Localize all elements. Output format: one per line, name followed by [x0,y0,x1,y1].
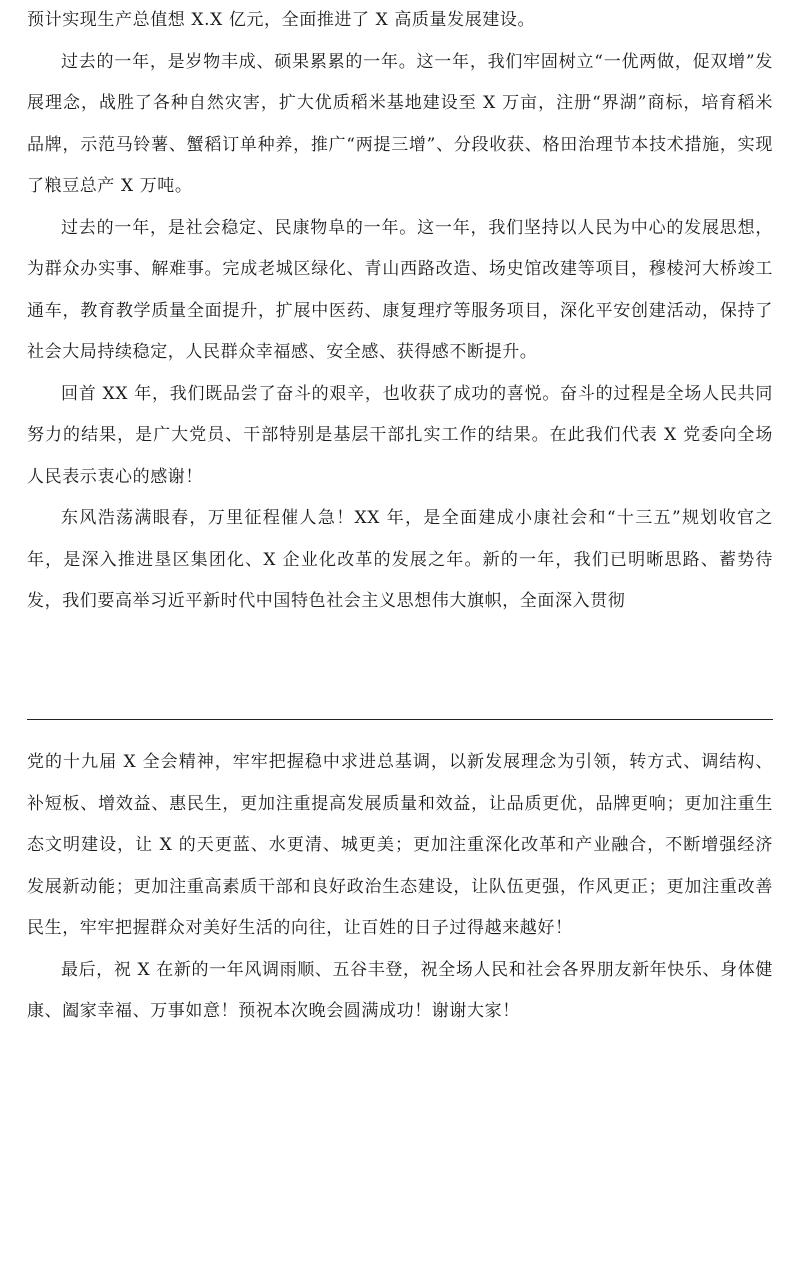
page-separator-line [27,719,773,720]
paragraph-harvest: 过去的一年，是岁物丰成、硕果累累的一年。这一年，我们牢固树立“一优两做，促双增”发展理念，战胜了各种自然灾害，扩大优质稻米基地建设至 X 万亩，注册“界湖”商标，培育稻米品牌，示范马铃薯、蟹稻订单种养，推广“两提三增”、分段收获、格田治理节本技术措施，实现了粮豆总产 X 万吨。 [27,51,773,196]
paragraph-new-year-outlook: 东风浩荡满眼春，万里征程催人急！XX 年，是全面建成小康社会和“十三五”规划收官之年，是深入推进垦区集团化、X 企业化改革的发展之年。新的一年，我们已明晰思路、蓄势待发，我们要高举习近平新时代中国特色社会主义思想伟大旗帜，全面深入贯彻 [27,508,773,611]
paragraph-gratitude: 回首 XX 年，我们既品尝了奋斗的艰辛，也收获了成功的喜悦。奋斗的过程是全场人民共同努力的结果，是广大党员、干部特别是基层干部扎实工作的结果。在此我们代表 X 党委向全场人民表示衷心的感谢！ [27,383,773,487]
paragraph-continuation: 预计实现生产总值想 X.X 亿元，全面推进了 X 高质量发展建设。 [27,10,536,30]
paragraph-social-stability: 过去的一年，是社会稳定、民康物阜的一年。这一年，我们坚持以人民为中心的发展思想，为群众办实事、解难事。完成老城区绿化、青山西路改造、场史馆改建等项目，穆棱河大桥竣工通车，教育教学质量全面提升，扩展中医药、康复理疗等服务项目，深化平安创建活动，保持了社会大局持续稳定，人民群众幸福感、安全感、获得感不断提升。 [27,217,773,362]
document-page-top [27,0,773,623]
document-page-bottom [27,742,773,1033]
paragraph-closing-wishes: 最后，祝 X 在新的一年风调雨顺、五谷丰登，祝全场人民和社会各界朋友新年快乐、身体健康、阖家幸福、万事如意！预祝本次晚会圆满成功！谢谢大家！ [27,959,773,1021]
paragraph-goals: 党的十九届 X 全会精神，牢牢把握稳中求进总基调，以新发展理念为引领，转方式、调结构、补短板、增效益、惠民生，更加注重提高发展质量和效益，让品质更优，品牌更响；更加注重生态文明建设，让 X 的天更蓝、水更清、城更美；更加注重深化改革和产业融合，不断增强经济发展新动能；更加注重高素质干部和良好政治生态建设，让队伍更强，作风更正；更加注重改善民生，牢牢把握群众对美好生活的向往，让百姓的日子过得越来越好！ [27,752,773,938]
